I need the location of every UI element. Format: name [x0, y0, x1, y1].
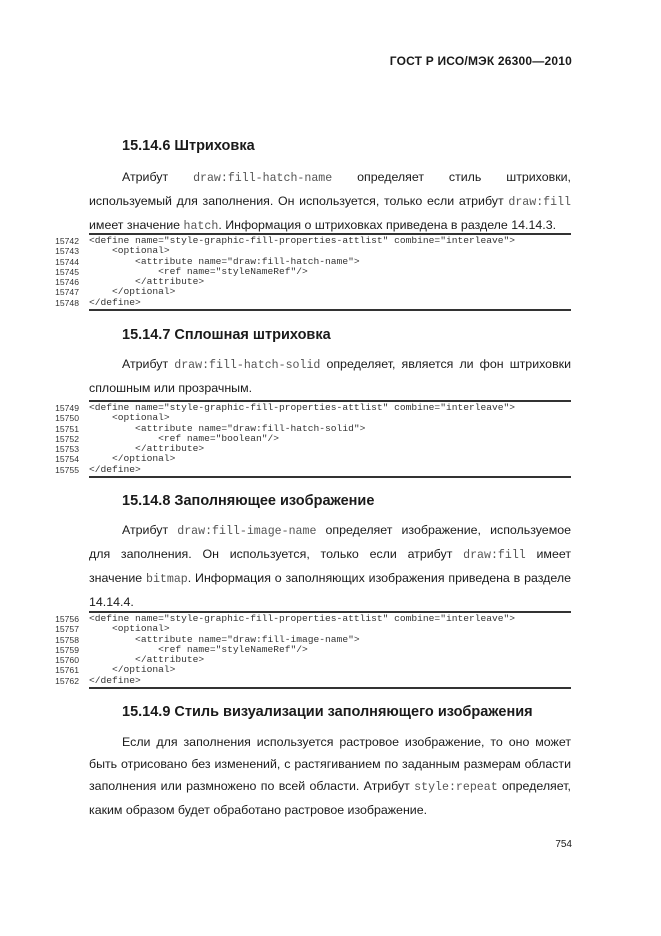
code-term: draw:fill — [508, 196, 571, 209]
code-line: </optional> — [89, 664, 176, 676]
code-line: </optional> — [89, 453, 176, 465]
paragraph-line — [89, 377, 571, 399]
code-line-numbers — [45, 236, 79, 308]
code-line: </define> — [89, 463, 141, 475]
paragraph-line — [89, 166, 571, 190]
line-number: 15751 — [55, 423, 79, 434]
line-number: 15752 — [55, 433, 79, 444]
code-line: <define name="style-graphic-fill-properties-attlist" combine="interleave"> — [89, 613, 516, 624]
code-listing — [89, 400, 571, 478]
code-line: <optional> — [89, 623, 170, 635]
code-term: draw:fill-hatch-solid — [174, 359, 321, 372]
section-paragraph-15-14-9 — [89, 731, 571, 821]
code-line: </attribute> — [89, 654, 205, 666]
section-heading-15-14-9: 15.14.9 Стиль визуализации заполняющего изображения — [122, 704, 533, 720]
code-line: <define name="style-graphic-fill-properties-attlist" combine="interleave"> — [89, 402, 516, 413]
text-run: определяет стиль штриховки, — [332, 170, 571, 184]
code-line: </optional> — [89, 286, 176, 298]
line-number: 15748 — [55, 297, 79, 308]
paragraph-line — [89, 519, 571, 543]
code-term: hatch — [183, 220, 219, 233]
code-line: <attribute name="draw:fill-hatch-name"> — [89, 255, 360, 267]
paragraph-line — [89, 591, 571, 613]
text-run: определяет изображение, используемое — [316, 523, 572, 537]
line-number: 15756 — [55, 614, 79, 624]
text-run: определяет, — [497, 779, 571, 793]
code-line: </define> — [89, 296, 141, 308]
code-term: style:repeat — [414, 781, 498, 794]
text-run: имеет значение — [89, 218, 184, 232]
line-number: 15762 — [55, 675, 79, 686]
code-listing — [89, 611, 571, 689]
code-term: draw:fill — [463, 549, 526, 562]
line-number: 15758 — [55, 634, 79, 645]
text-run: значение — [89, 571, 146, 585]
section-paragraph-15-14-6 — [89, 166, 571, 238]
paragraph-line — [89, 775, 571, 799]
section-heading-15-14-8: 15.14.8 Заполняющее изображение — [122, 493, 375, 509]
text-run: Атрибут — [122, 523, 178, 537]
text-run: быть отрисовано без изменений, с растягиванием по заданным размерам области — [89, 757, 571, 771]
text-run: для заполнения. Он используется, только если атрибут — [89, 547, 464, 561]
text-run: Атрибут — [122, 357, 175, 371]
line-number: 15750 — [55, 413, 79, 424]
text-run: Атрибут — [122, 170, 194, 184]
code-term: draw:fill-hatch-name — [193, 172, 333, 185]
text-run: заполнения или размножено по всей области. Атрибут — [89, 779, 415, 793]
paragraph-line — [89, 190, 571, 214]
section-paragraph-15-14-8 — [89, 519, 571, 613]
paragraph-line — [89, 799, 571, 821]
document-header: ГОСТ Р ИСО/МЭК 26300—2010 — [389, 54, 572, 68]
text-run: Если для заполнения используется растровое изображение, то оно может — [122, 735, 571, 749]
page-number: 754 — [555, 839, 572, 850]
text-run: сплошным или прозрачным. — [89, 381, 253, 395]
line-number: 15754 — [55, 454, 79, 465]
line-number: 15749 — [55, 403, 79, 413]
line-number: 15745 — [55, 266, 79, 277]
code-line: <attribute name="draw:fill-image-name"> — [89, 633, 360, 645]
code-line: <ref name="styleNameRef"/> — [89, 265, 308, 277]
code-term: bitmap — [146, 573, 188, 586]
code-line: <ref name="boolean"/> — [89, 432, 279, 444]
code-line: </define> — [89, 674, 141, 686]
code-line: <optional> — [89, 412, 170, 424]
text-run: каким образом будет обработано растровое изображение. — [89, 803, 428, 817]
text-run: . Информация о штриховках приведена в разделе 14.14.3. — [218, 218, 557, 232]
text-run: имеет — [525, 547, 571, 561]
text-run: 14.14.4. — [89, 595, 134, 609]
code-line: </attribute> — [89, 443, 205, 455]
line-number: 15744 — [55, 256, 79, 267]
line-number: 15760 — [55, 655, 79, 666]
line-number: 15761 — [55, 665, 79, 676]
paragraph-line — [89, 731, 571, 753]
paragraph-line — [89, 353, 571, 377]
code-line-numbers — [45, 614, 79, 686]
code-listing — [89, 233, 571, 311]
line-number: 15755 — [55, 464, 79, 475]
section-paragraph-15-14-7 — [89, 353, 571, 399]
line-number: 15753 — [55, 444, 79, 455]
code-term: draw:fill-image-name — [177, 525, 317, 538]
line-number: 15757 — [55, 624, 79, 635]
paragraph-line — [89, 543, 571, 567]
line-number: 15759 — [55, 644, 79, 655]
code-line: <optional> — [89, 245, 170, 257]
code-line: </attribute> — [89, 276, 205, 288]
section-heading-15-14-6: 15.14.6 Штриховка — [122, 138, 255, 154]
code-line-numbers — [45, 403, 79, 475]
paragraph-line — [89, 753, 571, 775]
line-number: 15747 — [55, 287, 79, 298]
code-line: <ref name="styleNameRef"/> — [89, 643, 308, 655]
code-line: <attribute name="draw:fill-hatch-solid"> — [89, 422, 366, 434]
text-run: используемый для заполнения. Он используется, только если атрибут — [89, 194, 509, 208]
paragraph-line — [89, 567, 571, 591]
line-number: 15746 — [55, 277, 79, 288]
text-run: определяет, является ли фон штриховки — [320, 357, 571, 371]
text-run: . Информация о заполняющих изображения приведена в разделе — [187, 571, 571, 585]
section-heading-15-14-7: 15.14.7 Сплошная штриховка — [122, 327, 331, 343]
code-line: <define name="style-graphic-fill-properties-attlist" combine="interleave"> — [89, 235, 516, 246]
line-number: 15742 — [55, 236, 79, 246]
line-number: 15743 — [55, 246, 79, 257]
